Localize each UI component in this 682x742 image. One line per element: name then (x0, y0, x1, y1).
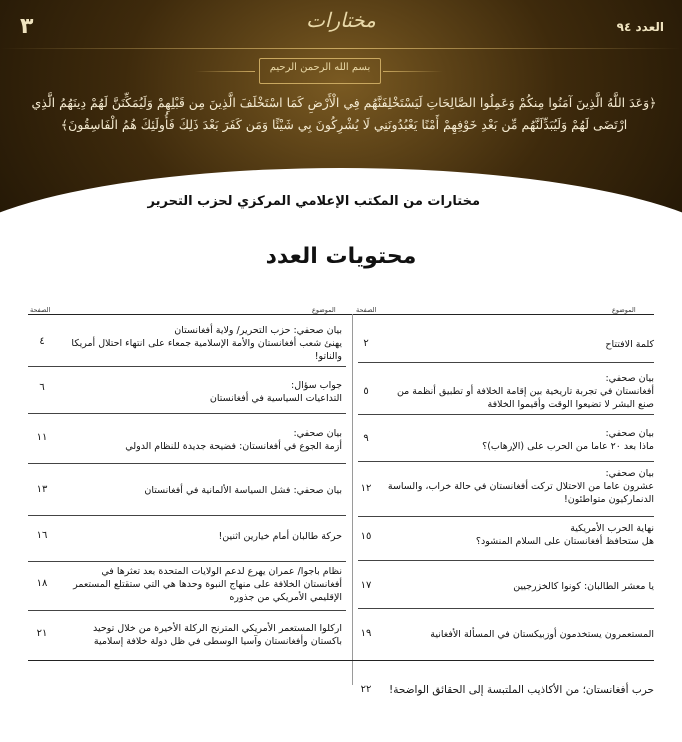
entry-text: يهنئ شعب أفغانستان والأمة الإسلامية جمعاء على انتهاء احتلال أمريكا والناتو! (71, 338, 342, 362)
toc-entry[interactable] (60, 324, 342, 363)
toc-entry[interactable] (60, 427, 342, 453)
entry-text: ماذا بعد ٢٠ عاما من الحرب على (الإرهاب)؟ (482, 441, 654, 452)
row-separator (28, 561, 346, 562)
row-separator (358, 461, 654, 462)
entry-text: بيان صحفي: فشل السياسة الألمانية في أفغانستان (144, 485, 342, 496)
header-divider (0, 48, 682, 49)
logo-text: مختارات (306, 8, 376, 32)
left-page-header: الصفحة (30, 306, 51, 314)
entry-text: اركلوا المستعمر الأمريكي المترنح الركلة الأخيرة من خلال توحيد باكستان وأفغانستان وآسيا الوسطى في ظل دولة خلافة إسلامية (93, 623, 342, 647)
entry-text: يا معشر الطالبان: كونوا كالخزرجيين (513, 581, 654, 592)
entry-text: كلمة الافتتاح (605, 339, 654, 350)
entry-heading: نهاية الحرب الأمريكية (570, 523, 654, 534)
entry-page-number: ٤ (39, 336, 45, 347)
entry-page-number: ١٦ (36, 530, 48, 541)
entry-page-number: ١١ (36, 432, 48, 443)
entry-heading: بيان صحفي: حزب التحرير/ ولاية أفغانستان (174, 325, 342, 336)
entry-text: حركة طالبان أمام خيارين اثنين! (218, 531, 342, 542)
entry-page-number: ٢٢ (360, 684, 372, 695)
entry-heading: بيان صحفي: (605, 468, 654, 479)
entry-text: التداعيات السياسية في أفغانستان (209, 393, 342, 404)
entry-heading: بيان صحفي: (293, 428, 342, 439)
basmala-frame (259, 58, 381, 84)
row-separator (28, 463, 346, 464)
entry-text: أفغانستان في تجربة تاريخية بين إقامة الخلافة أو تطبيق أنظمة من صنع البشر لا تضيعوا الوقت وأقيموا الخلافة (396, 386, 654, 410)
top-bar (0, 0, 682, 48)
column-divider (352, 314, 353, 685)
entry-page-number: ١٣ (36, 484, 48, 495)
entry-page-number: ١٢ (360, 483, 372, 494)
entry-heading: بيان صحفي: (605, 428, 654, 439)
left-topic-header: الموضوع (312, 306, 336, 314)
toc-entry[interactable] (60, 530, 342, 543)
toc-entry[interactable] (60, 565, 342, 604)
entry-text: هل ستحافظ أفغانستان على السلام المنشود؟ (475, 536, 654, 547)
entry-text: نظام باجوا/ عمران يهرع لدعم الولايات المتحدة بعد تعثرها في أفغانستان الخلافة على منهاج النبوة وحدها هي التي ستقتلع المستعمر الإقليمي الأمريكي من جذوره (73, 566, 342, 603)
page-title: محتويات العدد (265, 244, 417, 269)
entry-text: حرب أفغانستان؛ من الأكاذيب الملتبسة إلى الحقائق الواضحة! (388, 684, 654, 696)
row-separator (28, 610, 346, 611)
entry-page-number: ١٩ (360, 628, 372, 639)
right-topic-header: الموضوع (612, 306, 636, 314)
row-separator (358, 414, 654, 415)
row-separator (358, 516, 654, 517)
row-separator (358, 362, 654, 363)
entry-page-number: ٩ (363, 433, 369, 444)
entry-page-number: ٥ (363, 386, 369, 397)
entry-heading: بيان صحفي: (605, 373, 654, 384)
entry-heading: جواب سؤال: (291, 380, 342, 391)
basmala-ornament-right (383, 71, 443, 72)
toc-entry[interactable] (380, 580, 654, 593)
basmala-ornament-left (195, 71, 255, 72)
toc-entry[interactable] (60, 379, 342, 405)
magazine-logo (300, 4, 382, 44)
entry-text: عشرون عاما من الاحتلال تركت أفغانستان في حالة خراب، والساسة الدنماركيون متواطئون! (387, 481, 654, 505)
entry-text: أزمة الجوع في أفغانستان: فضيحة جديدة للنظام الدولي (125, 441, 342, 452)
footer-rule (28, 660, 654, 661)
issue-label: العدد ٩٤ (616, 20, 664, 34)
quran-verse: ﴿وَعَدَ اللَّهُ الَّذِينَ آمَنُوا مِنكُمْ وَعَمِلُوا الصَّالِحَاتِ لَيَسْتَخْلِفَنَّهُم فِي الْأَرْضِ كَمَا اسْتَخْلَفَ الَّذِينَ مِن قَبْلِهِمْ وَلَيُمَكِّنَنَّ لَهُمْ دِينَهُمُ الَّذِي ارْتَضَى لَهُمْ وَلَيُبَدِّلَنَّهُم مِّن بَعْدِ خَوْفِهِمْ أَمْنًا يَعْبُدُونَنِي لَا يُشْرِكُونَ بِي شَيْئًا وَمَن كَفَرَ بَعْدَ ذَلِكَ فَأُولَئِكَ هُمُ الْفَاسِقُونَ﴾ (31, 95, 657, 132)
toc-entry[interactable] (60, 484, 342, 497)
page-number: ٣ (20, 14, 34, 39)
row-separator (28, 413, 346, 414)
entry-page-number: ١٥ (360, 531, 372, 542)
entry-text: المستعمرون يستخدمون أوزبيكستان في المسألة الأفغانية (430, 629, 654, 640)
entry-page-number: ١٧ (360, 580, 372, 591)
toc-entry[interactable] (380, 427, 654, 453)
table-top-rule (28, 314, 654, 315)
entry-page-number: ٢١ (36, 628, 48, 639)
entry-page-number: ٦ (39, 382, 45, 393)
row-separator (28, 515, 346, 516)
page-subtitle: مختارات من المكتب الإعلامي المركزي لحزب التحرير (147, 194, 480, 209)
toc-entry[interactable] (60, 622, 342, 648)
toc-entry[interactable] (380, 522, 654, 548)
basmala: بسم الله الرحمن الرحيم (269, 62, 371, 73)
row-separator (358, 560, 654, 561)
right-page-header: الصفحة (356, 306, 377, 314)
toc-entry[interactable] (380, 628, 654, 641)
toc-entry-final[interactable] (380, 684, 654, 697)
toc-entry[interactable] (380, 372, 654, 411)
entry-page-number: ١٨ (36, 578, 48, 589)
entry-page-number: ٢ (363, 338, 369, 349)
toc-entry[interactable] (380, 467, 654, 506)
row-separator (358, 608, 654, 609)
row-separator (28, 366, 346, 367)
toc-entry[interactable] (380, 338, 654, 351)
